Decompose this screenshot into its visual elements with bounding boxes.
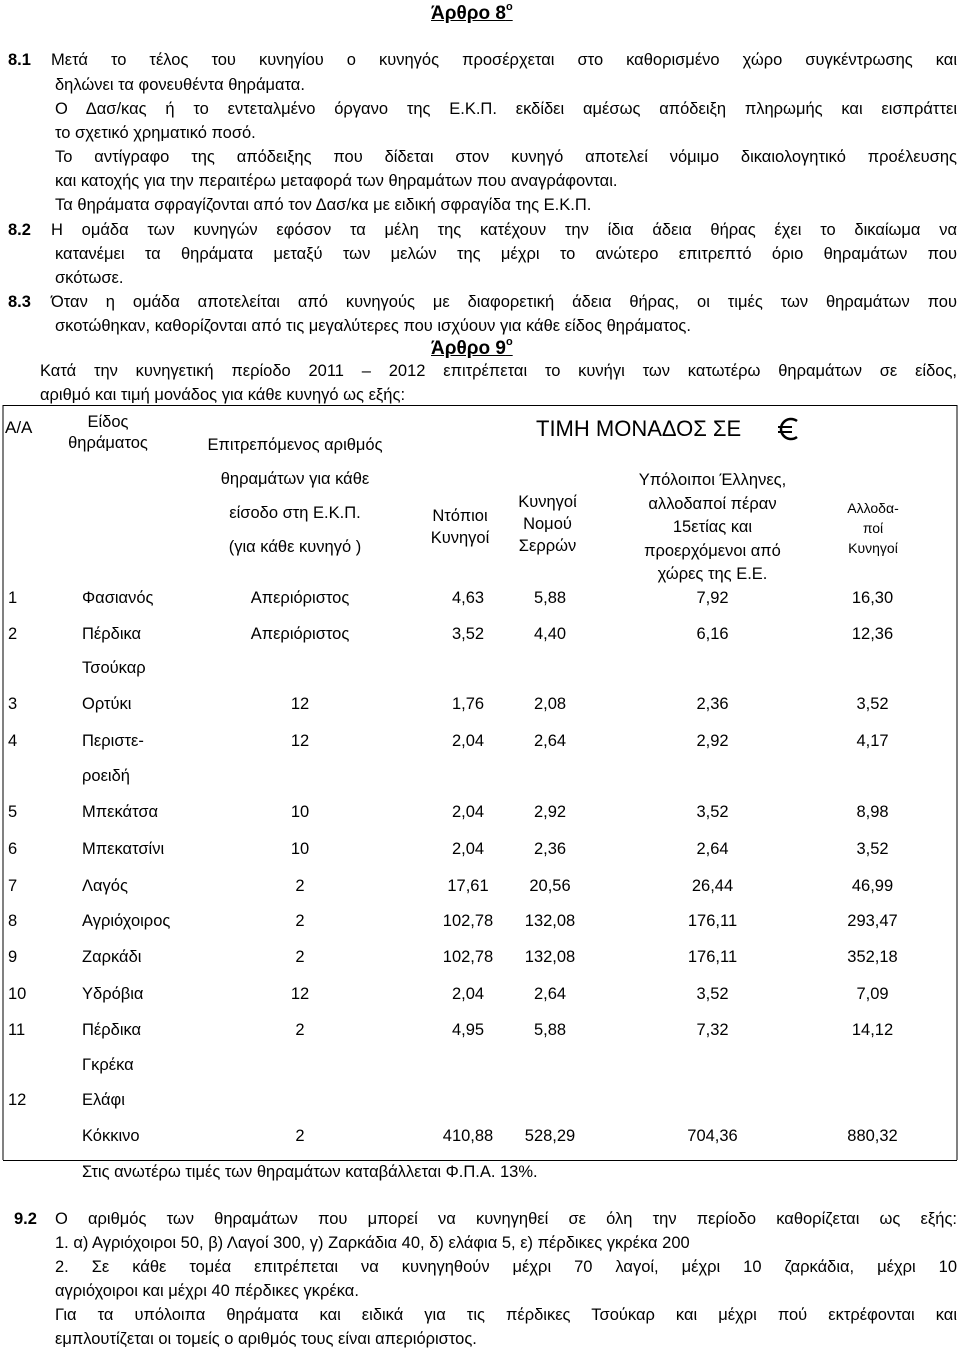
row-number: 9 — [8, 948, 18, 966]
section-9-2-line-2: 1. α) Αγριόχοιροι 50, β) Λαγοί 300, γ) Ζαρκάδια 40, δ) ελάφια 5, ε) πέρδικες γκρέκα 200 — [55, 1234, 690, 1252]
species-name: Υδρόβια — [82, 985, 144, 1003]
price-foreign: 293,47 — [847, 912, 898, 930]
section-8-1-number: 8.1 — [8, 51, 31, 69]
row-number: 4 — [8, 732, 18, 750]
allowed-count: 12 — [290, 732, 310, 750]
price-other: 3,52 — [696, 803, 729, 821]
price-other: 26,44 — [691, 877, 734, 895]
price-local: 2,04 — [451, 840, 485, 858]
header-local-hunters: Ντόπιοι Κυνηγοί — [430, 507, 490, 547]
price-other: 7,92 — [696, 589, 729, 607]
price-other: 2,36 — [696, 695, 729, 713]
section-9-2-line-6: εμπλουτίζεται οι τομείς ο αριθμός τους είναι απεριόριστος. — [55, 1330, 477, 1348]
price-serres: 5,88 — [533, 589, 567, 607]
section-9-2-line-1: Ο αριθμός των θηραμάτων που μπορεί να κυνηγηθεί σε όλη την περίοδο καθορίζεται ως εξής: — [55, 1210, 957, 1228]
species-name: Μπεκατσίνι — [82, 840, 165, 858]
species-name: Περιστε- — [82, 732, 144, 750]
section-9-2-line-4: αγριόχοιροι και μέχρι 40 πέρδικες γκρέκα. — [55, 1282, 359, 1300]
price-serres: 2,64 — [533, 732, 567, 750]
species-name: Ζαρκάδι — [82, 948, 142, 966]
row-number: 3 — [8, 695, 18, 713]
price-foreign: 12,36 — [851, 625, 894, 643]
price-foreign: 16,30 — [851, 589, 894, 607]
allowed-count: 2 — [295, 948, 305, 966]
header-foreign-hunters: Αλλοδα- ποί Κυνηγοί — [847, 500, 899, 556]
price-foreign: 14,12 — [851, 1021, 894, 1039]
section-8-1-line-3: Ο Δασ/κας ή το εντεταλμένο όργανο της Ε.Κ.Π. εκδίδει αμέσως απόδειξη πληρωμής και εισπράττει — [55, 100, 957, 118]
price-other: 7,32 — [696, 1021, 729, 1039]
row-number: 12 — [8, 1091, 27, 1109]
price-other: 704,36 — [687, 1127, 738, 1145]
price-foreign: 46,99 — [851, 877, 894, 895]
article-9-intro-line-2: αριθμό και τιμή μονάδος για κάθε κυνηγό ως εξής: — [40, 386, 406, 404]
row-number: 6 — [8, 840, 18, 858]
section-8-3-line-1: Όταν η ομάδα αποτελείται από κυνηγούς με διαφορετική άδεια θήρας, οι τιμές των θηραμάτων που — [51, 293, 957, 311]
header-serres-hunters: Κυνηγοί Νομού Σερρών — [518, 493, 577, 555]
price-local: 4,95 — [451, 1021, 485, 1039]
price-other: 176,11 — [687, 912, 738, 930]
row-number: 10 — [8, 985, 27, 1003]
price-foreign: 352,18 — [847, 948, 898, 966]
allowed-count: 2 — [295, 912, 305, 930]
price-foreign: 880,32 — [847, 1127, 898, 1145]
article-9-intro-line-1: Κατά την κυνηγετική περίοδο 2011 – 2012 επιτρέπεται το κυνήγι των κατωτέρω θηραμάτων σε είδος, — [40, 362, 957, 380]
species-name: Ελάφι — [82, 1091, 125, 1109]
species-name: Λαγός — [82, 877, 128, 895]
price-local: 2,04 — [451, 985, 485, 1003]
section-8-1-line-7: Τα θηράματα σφραγίζονται από τον Δασ/κα με ειδική σφραγίδα της Ε.Κ.Π. — [55, 196, 592, 214]
section-8-3-line-2: σκοτώθηκαν, καθορίζονται από τις μεγαλύτερες που ισχύουν για κάθε είδος θηράματος. — [55, 317, 691, 335]
row-number: 5 — [8, 803, 18, 821]
species-name-continued: Κόκκινο — [82, 1127, 140, 1145]
allowed-count: Απεριόριστος — [250, 589, 350, 607]
article-8-title: Άρθρο $8^o$ — [431, 1, 513, 24]
allowed-count: Απεριόριστος — [250, 625, 350, 643]
species-name: Αγριόχοιρος — [82, 912, 171, 930]
species-name: Ορτύκι — [82, 695, 132, 713]
section-8-2-line-2: κατανέμει τα θηράματα μεταξύ των μελών της μέχρι το ανώτερο επιτρεπτό όριο θηραμάτων που — [55, 245, 957, 263]
species-name: Μπεκάτσα — [82, 803, 159, 821]
section-8-2-line-3: σκότωσε. — [55, 269, 124, 287]
price-serres: 2,08 — [533, 695, 567, 713]
section-9-2-line-3: 2. Σε κάθε τομέα επιτρέπεται να κυνηγηθούν μέχρι 70 λαγοί, μέχρι 10 ζαρκάδια, μέχρι 10 — [55, 1258, 957, 1276]
price-local: 102,78 — [442, 912, 494, 930]
price-foreign: 7,09 — [856, 985, 889, 1003]
row-number: 2 — [8, 625, 18, 643]
allowed-count: 12 — [290, 985, 310, 1003]
price-serres: 2,36 — [533, 840, 567, 858]
allowed-count: 2 — [295, 1021, 305, 1039]
header-aa: Α/Α — [5, 418, 33, 437]
article-9-title: Άρθρο $9^o$ — [431, 336, 513, 359]
allowed-count: 12 — [290, 695, 310, 713]
row-number: 11 — [8, 1021, 26, 1039]
section-8-2-number: 8.2 — [8, 221, 31, 239]
species-name: Φασιανός — [82, 589, 154, 607]
row-number: 1 — [8, 589, 18, 607]
price-foreign: 8,98 — [856, 803, 889, 821]
price-serres: 4,40 — [533, 625, 567, 643]
price-local: 410,88 — [442, 1127, 494, 1145]
price-local: 17,61 — [447, 877, 489, 895]
price-other: 6,16 — [696, 625, 729, 643]
price-serres: 5,88 — [533, 1021, 567, 1039]
section-8-1-line-2: δηλώνει τα φονευθέντα θηράματα. — [55, 76, 305, 94]
section-8-3-number: 8.3 — [8, 293, 31, 311]
species-name-continued: Γκρέκα — [82, 1056, 134, 1074]
header-allowed-number: Επιτρεπόμενος αριθμός θηραμάτων για κάθε είσοδο στη Ε.Κ.Π. (για κάθε κυνηγό ) — [207, 436, 383, 556]
price-local: 2,04 — [451, 803, 485, 821]
price-serres: 20,56 — [529, 877, 571, 895]
allowed-count: 10 — [290, 803, 310, 821]
price-local: 1,76 — [451, 695, 485, 713]
section-8-1-line-5: Το αντίγραφο της απόδειξης που δίδεται στον κυνηγό αποτελεί νόμιμο δικαιολογητικό προέλευσης — [55, 148, 957, 166]
price-other: 3,52 — [696, 985, 729, 1003]
allowed-count: 2 — [295, 877, 305, 895]
price-other: 2,64 — [696, 840, 729, 858]
species-name-continued: Τσούκαρ — [82, 659, 146, 677]
row-number: 8 — [8, 912, 18, 930]
section-8-1-line-1: Μετά το τέλος του κυνηγίου ο κυνηγός προσέρχεται στο καθορισμένο χώρο συγκέντρωσης και — [51, 51, 957, 69]
price-serres: 2,92 — [533, 803, 567, 821]
header-unit-price: ΤΙΜΗ ΜΟΝΑΔΟΣ ΣΕ — [536, 416, 742, 441]
price-foreign: 3,52 — [856, 840, 889, 858]
price-other: 2,92 — [696, 732, 729, 750]
euro-icon — [776, 416, 802, 442]
section-8-2-line-1: Η ομάδα των κυνηγών εφόσον τα μέλη της κατέχουν την ίδια άδεια θήρας έχει το δικαίωμα να — [51, 221, 957, 239]
allowed-count: 2 — [295, 1127, 305, 1145]
species-name-continued: ροειδή — [82, 767, 130, 785]
header-species: Είδος θηράματος — [68, 413, 148, 452]
allowed-count: 10 — [290, 840, 310, 858]
section-8-1-line-4: το σχετικό χρηματικό ποσό. — [55, 124, 256, 142]
section-8-1-line-6: και κατοχής για την περαιτέρω μεταφορά των θηραμάτων που αναγράφονται. — [55, 172, 618, 190]
price-foreign: 3,52 — [856, 695, 889, 713]
price-local: 102,78 — [442, 948, 494, 966]
row-number: 7 — [8, 877, 18, 895]
price-other: 176,11 — [687, 948, 738, 966]
price-local: 4,63 — [451, 589, 485, 607]
section-9-2-line-5: Για τα υπόλοιπα θηράματα και ειδικά για τις πέρδικες Τσούκαρ και μέχρι πού εκτρέφονται και — [55, 1306, 957, 1324]
header-other-hunters: Υπόλοιποι Έλληνες, αλλοδαποί πέραν 15ετίας και προερχόμενοι από χώρες της Ε.Ε. — [638, 471, 787, 583]
price-serres: 2,64 — [533, 985, 567, 1003]
price-local: 2,04 — [451, 732, 485, 750]
table-vat-footnote: Στις ανωτέρω τιμές των θηραμάτων καταβάλλεται Φ.Π.Α. 13%. — [82, 1163, 538, 1181]
price-serres: 132,08 — [524, 948, 576, 966]
price-serres: 132,08 — [524, 912, 576, 930]
price-serres: 528,29 — [524, 1127, 576, 1145]
species-name: Πέρδικα — [82, 625, 142, 643]
species-name: Πέρδικα — [82, 1021, 142, 1039]
price-local: 3,52 — [451, 625, 485, 643]
price-foreign: 4,17 — [856, 732, 889, 750]
section-9-2-number: 9.2 — [14, 1210, 37, 1228]
